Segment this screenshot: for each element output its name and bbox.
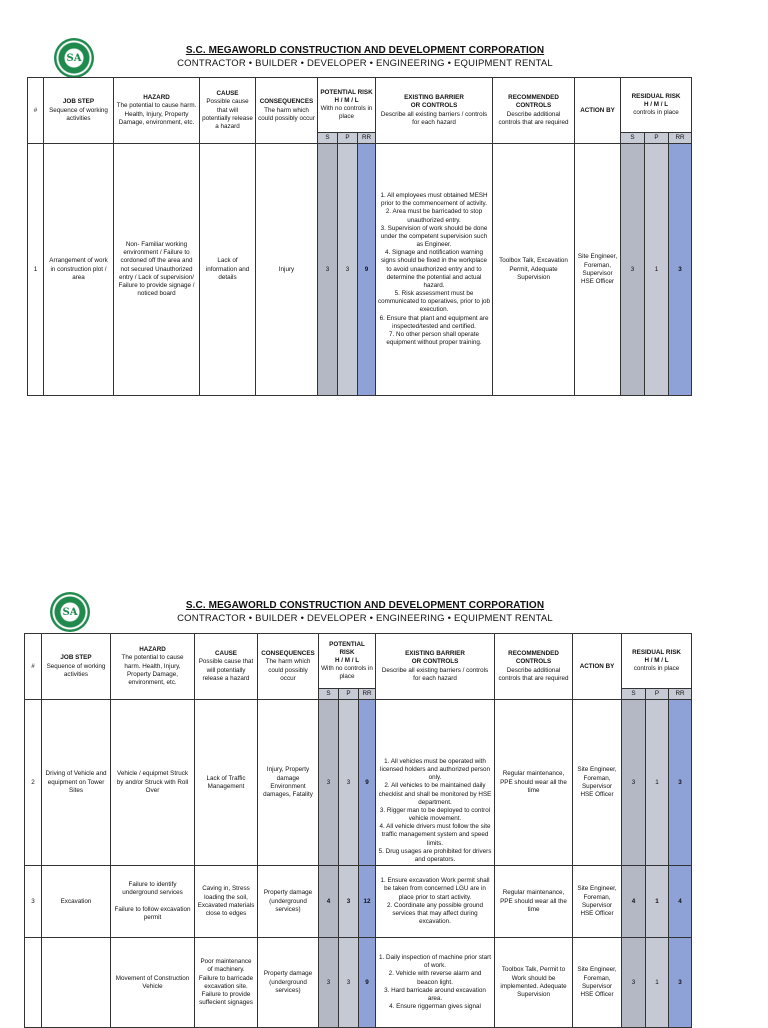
col-action-by: ACTION BY — [575, 78, 621, 144]
barrier-item: 2. Area must be barricaded to stop unauthorized entry. — [385, 208, 483, 224]
col-action-by: ACTION BY — [573, 634, 622, 700]
barrier-item: 1. Ensure excavation Work permit shall be taken from concerned LGU are in place prior to start activity. — [380, 877, 490, 901]
col-recommended: RECOMMENDED CONTROLS Describe additional controls that are required — [493, 78, 575, 144]
row-residual-s: 3 — [622, 938, 646, 1028]
col-hazard: HAZARD The potential to cause harm. Health, Injury, Property Damage, environment, etc. — [111, 634, 195, 700]
col-cause: CAUSE Possible cause that will potentially release a hazard — [195, 634, 258, 700]
row-existing-barriers — [376, 938, 495, 1028]
table-row — [28, 144, 692, 396]
col-num: # — [25, 634, 42, 700]
row-cause: Poor maintenance of machinery. Failure to barricade excavation site. Failure to provide suffecient signages — [195, 938, 258, 1028]
row-cause: Lack of Traffic Management — [195, 700, 258, 866]
col-residual-p: P — [645, 133, 669, 144]
barrier-item: 1. All employees must obtained MESH prior to the commencement of activity. — [380, 192, 488, 208]
col-residual-p: P — [646, 689, 669, 700]
company-logo: SA — [50, 592, 90, 632]
table-row — [25, 700, 692, 866]
row-potential-p: 3 — [339, 866, 359, 938]
risk-assessment-table-2 — [24, 633, 692, 1028]
company-tagline: CONTRACTOR • BUILDER • DEVELOPER • ENGINEERING • EQUIPMENT RENTAL — [177, 613, 553, 624]
company-name: S.C. MEGAWORLD CONSTRUCTION AND DEVELOPMENT CORPORATION — [185, 600, 545, 611]
row-recommended: Regular maintenance, PPE should wear all the time — [495, 700, 573, 866]
row-action-by: Site Engineer, Foreman, Supervisor HSE Officer — [573, 938, 622, 1028]
row-job-step: Excavation — [42, 866, 111, 938]
row-hazard: Failure to identify underground services Failure to follow excavation permit — [111, 866, 195, 938]
row-action-by: Site Engineer, Foreman, Supervisor HSE Officer — [573, 866, 622, 938]
col-residual-risk: RESIDUAL RISK H / M / L controls in place — [621, 78, 692, 133]
row-consequences: Injury, Property damage Environment damages, Fatality — [258, 700, 319, 866]
row-job-step: Driving of Vehicle and equipment on Tower Sites — [42, 700, 111, 866]
row-potential-s: 3 — [319, 700, 339, 866]
col-job-step: JOB STEP Sequence of working activities — [44, 78, 114, 144]
col-consequences: CONSEQUENCES The harm which could possibly occur — [258, 634, 319, 700]
row-residual-s: 3 — [622, 700, 646, 866]
risk-assessment-table-1 — [27, 77, 692, 396]
col-residual-rr: RR — [669, 133, 692, 144]
col-job-step: JOB STEP Sequence of working activities — [42, 634, 111, 700]
row-cause: Lack of information and details — [200, 144, 256, 396]
row-hazard: Vehicle / equipmet Struck by and/or Struck with Roll Over — [111, 700, 195, 866]
col-num: # — [28, 78, 44, 144]
row-recommended: Regular maintenance, PPE should wear all the time — [495, 866, 573, 938]
row-residual-p: 1 — [645, 144, 669, 396]
col-potential-risk: POTENTIAL RISK H / M / L With no controls in place — [319, 634, 376, 689]
row-consequences: Property damage (underground services) — [258, 938, 319, 1028]
row-potential-p: 3 — [338, 144, 358, 396]
barrier-item: 7. No other person shall operate equipment without proper training. — [386, 330, 482, 347]
row-residual-rr: 3 — [669, 938, 692, 1028]
barrier-item: 3. Hard barricade around excavation area. — [384, 986, 486, 1002]
col-consequences: CONSEQUENCES The harm which could possibly occur — [256, 78, 318, 144]
row-residual-rr: 4 — [669, 866, 692, 938]
row-residual-p: 1 — [646, 866, 669, 938]
col-potential-risk: POTENTIAL RISK H / M / L With no controls in place — [318, 78, 376, 133]
barrier-item: 4. Ensure riggerman gives signal — [389, 1003, 481, 1011]
col-potential-p: P — [338, 133, 358, 144]
barrier-item: 3. Supervision of work should be done under the competent supervision such as Engineer. — [380, 224, 488, 249]
row-potential-s: 3 — [318, 144, 338, 396]
col-potential-rr: RR — [358, 133, 376, 144]
row-job-step: Arrangement of work in construction plot / area — [44, 144, 114, 396]
col-recommended: RECOMMENDED CONTROLS Describe additional controls that are required — [495, 634, 573, 700]
row-num — [25, 938, 42, 1028]
col-potential-s: S — [318, 133, 338, 144]
row-potential-p: 3 — [339, 938, 359, 1028]
col-residual-risk: RESIDUAL RISK H / M / L controls in place — [622, 634, 692, 689]
company-logo: SA — [54, 38, 94, 78]
row-potential-rr: 9 — [359, 938, 376, 1028]
barrier-item: 2. Vehicle with reverse alarm and beacon light. — [388, 970, 482, 986]
row-cause: Caving in, Stress loading the soil, Excavated materials close to edges — [195, 866, 258, 938]
barrier-item: 1. All vehicles must be operated with licensed holders and authorized person only. — [380, 757, 490, 782]
row-num: 1 — [28, 144, 44, 396]
col-residual-s: S — [621, 133, 645, 144]
row-existing-barriers — [376, 866, 495, 938]
barrier-item: 2. All vehicles to be maintained daily checklist and shall be monitored by HSE department. — [378, 782, 492, 806]
row-hazard: Movement of Construction Vehicle — [111, 938, 195, 1028]
row-num: 3 — [25, 866, 42, 938]
row-residual-rr: 3 — [669, 144, 692, 396]
barrier-item: 5. Risk assessment must be communicated to operatives, prior to job execution. — [378, 290, 491, 314]
table-row — [25, 938, 692, 1028]
row-action-by: Site Engineer, Foreman, Supervisor HSE Officer — [575, 144, 621, 396]
col-cause: CAUSE Possible cause that will potentially release a hazard — [200, 78, 256, 144]
row-residual-rr: 3 — [669, 700, 692, 866]
row-potential-rr: 9 — [359, 700, 376, 866]
col-residual-rr: RR — [669, 689, 692, 700]
row-residual-s: 3 — [621, 144, 645, 396]
table-row — [25, 866, 692, 938]
row-existing-barriers — [376, 144, 493, 396]
col-potential-p: P — [339, 689, 359, 700]
col-hazard: HAZARD The potential to cause harm. Health, Injury, Property Damage, environment, etc. — [114, 78, 200, 144]
row-potential-p: 3 — [339, 700, 359, 866]
col-potential-s: S — [319, 689, 339, 700]
row-recommended: Toolbox Talk, Excavation Permit, Adequate Supervision — [493, 144, 575, 396]
row-hazard: Non- Familiar working environment / Failure to cordoned off the area and not secured Unauthorized entry / Lack of supervision/ Failure to provide signage / noticed board — [114, 144, 200, 396]
row-residual-p: 1 — [646, 700, 669, 866]
row-potential-rr: 9 — [358, 144, 376, 396]
col-existing-barrier: EXISTING BARRIER OR CONTROLS Describe all existing barriers / controls for each hazard — [376, 634, 495, 700]
col-potential-rr: RR — [359, 689, 376, 700]
row-action-by: Site Engineer, Foreman, Supervisor HSE Officer — [573, 700, 622, 866]
col-residual-s: S — [622, 689, 646, 700]
company-tagline: CONTRACTOR • BUILDER • DEVELOPER • ENGINEERING • EQUIPMENT RENTAL — [177, 58, 553, 69]
row-potential-s: 3 — [319, 938, 339, 1028]
barrier-item: 6. Ensure that plant and equipment are inspected/tested and certified. — [379, 314, 489, 330]
row-job-step — [42, 938, 111, 1028]
row-potential-s: 4 — [319, 866, 339, 938]
row-residual-p: 1 — [646, 938, 669, 1028]
col-existing-barrier: EXISTING BARRIER OR CONTROLS Describe all existing barriers / controls for each hazard — [376, 78, 493, 144]
barrier-item: 3. Rigger man to be deployed to control vehicle movement. — [379, 806, 491, 823]
row-consequences: Injury — [256, 144, 318, 396]
row-potential-rr: 12 — [359, 866, 376, 938]
row-recommended: Toolbox Talk, Permit to Work should be implemented. Adequate Supervision — [495, 938, 573, 1028]
row-consequences: Property damage (underground services) — [258, 866, 319, 938]
row-num: 2 — [25, 700, 42, 866]
company-name: S.C. MEGAWORLD CONSTRUCTION AND DEVELOPMENT CORPORATION — [185, 45, 545, 56]
barrier-item: 1. Daily inspection of machine prior start of work. — [379, 954, 492, 970]
barrier-item: 5. Drug usages are prohibited for drivers and operators. — [378, 847, 492, 863]
barrier-item: 4. Signage and notification warning signs should be fixed in the workplace to avoid unauthorized entry and to determine the potential and actual hazard. — [380, 249, 488, 289]
row-residual-s: 4 — [622, 866, 646, 938]
row-existing-barriers — [376, 700, 495, 866]
barrier-item: 4. All vehicle drivers must follow the site traffic management system and speed limits. — [379, 823, 491, 847]
barrier-item: 2. Coordinate any possible ground services that may affect during excavation. — [387, 901, 483, 926]
